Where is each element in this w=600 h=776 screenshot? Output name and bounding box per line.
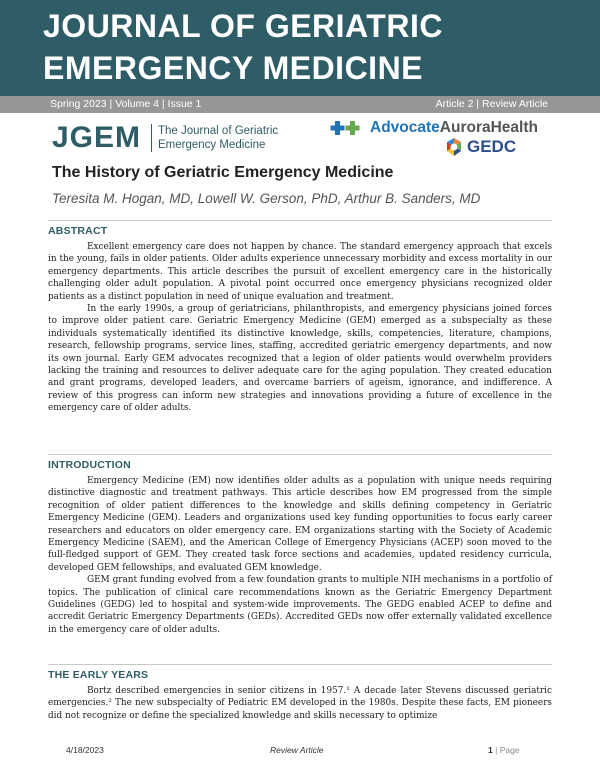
advocate-aurora-logo	[330, 119, 538, 137]
page-number: 1	[488, 745, 493, 755]
page-word: Page	[499, 745, 520, 755]
abstract-paragraph-1: Excellent emergency care does not happen by chance. The standard emergency approach that excels in the young, fails in older patients. Older adults experience unnecessary morbidity and excess mortality in our emergency departments. This article describes the pursuit of excellent emergency care in the historically challenging older adult population. A pivotal point occurred once emergency physicians recognized older patients as a distinct population in need of unique evaluation and treatment.	[48, 242, 552, 302]
jgem-logo: JGEM	[52, 121, 142, 154]
abstract-heading: ABSTRACT	[48, 225, 108, 237]
gedc-ring-icon	[444, 137, 464, 157]
advocate-cross-icon	[330, 120, 370, 136]
jgem-subtitle-line-1: The Journal of Geriatric	[158, 125, 279, 137]
early-years-body	[48, 685, 552, 722]
introduction-heading: INTRODUCTION	[48, 459, 131, 471]
introduction-body	[48, 475, 552, 636]
advocate-aurora-text	[370, 119, 538, 137]
early-paragraph-1: Bortz described emergencies in senior citizens in 1957.¹ A decade later Stevens discussed geriatric emergencies.² The new subspecialty of Pediatric EM developed in the 1980s. Despite these facts, EM pioneers did not recognize or define the specialized knowledge and skills necessary to optimize	[48, 686, 552, 721]
early-years-heading: THE EARLY YEARS	[48, 669, 149, 681]
article-authors: Teresita M. Hogan, MD, Lowell W. Gerson, PhD, Arthur B. Sanders, MD	[52, 191, 481, 206]
abstract-paragraph-2: In the early 1990s, a group of geriatricians, philanthropists, and emergency physicians joined forces to improve older patient care. Geriatric Emergency Medicine (GEM) emerged as a subspecialty as these individuals systematically identified its distinctive knowledge, skills, competencies, literature, champions, research, fellowship programs, service lines, staffing, accredited geriatric emergency departments, and now its own journal. Early GEM advocates recognized that a legion of older patients would overwhelm providers lacking the training and resources to deliver adequate care for the aging population. They created education and grant programs, developed leaders, and overcame barriers of ageism, ignorance, and indifference. A review of this progress can inform new strategies and innovations providing a future of excellence in the emergency care of older adults.	[48, 304, 552, 414]
banner-title-line-1: JOURNAL OF GERIATRIC	[43, 8, 443, 44]
footer-date: 4/18/2023	[66, 745, 104, 755]
gedc-logo	[444, 137, 516, 157]
issue-info: Spring 2023 | Volume 4 | Issue 1	[50, 98, 202, 110]
intro-paragraph-2: GEM grant funding evolved from a few foundation grants to multiple NIH mechanisms in a portfolio of topics. The publication of clinical care recommendations known as the Geriatric Emergency Department Guidelines (GEDG) led to hospital and system-wide improvements. The GEDG enabled ACEP to define and accredit Geriatric Emergency Departments (GEDs). Accredited GEDs now offer externally validated excellence in the emergency care of older adults.	[48, 575, 552, 635]
logo-divider	[151, 124, 152, 152]
abstract-body	[48, 241, 552, 415]
gedc-text: GEDC	[467, 137, 517, 156]
footer-article-type: Review Article	[270, 745, 324, 755]
jgem-subtitle-line-2: Emergency Medicine	[158, 139, 266, 151]
early-years-divider	[48, 664, 552, 665]
intro-paragraph-1: Emergency Medicine (EM) now identifies older adults as a population with unique needs requiring distinctive diagnostic and treatment pathways. This article describes how EM progressed from the simple recognition of older patient differences to the knowledge and skills defining competency in Geriatric Emergency Medicine (GEM). Leaders and organizations used key funding opportunities to focus early career researchers and educators on older emergency care. EM organizations starting with the Society of Academic Emergency Medicine (SAEM), and the American College of Emergency Physicians (ACEP) soon moved to the full-fledged support of GEM. They created task force sections and academies, updated residency curricula, developed GEM fellowships, and evaluated GEM knowledge.	[48, 476, 552, 573]
intro-divider	[48, 454, 552, 455]
banner-title-line-2: EMERGENCY MEDICINE	[43, 50, 424, 86]
article-title: The History of Geriatric Emergency Medicine	[52, 164, 394, 181]
abstract-divider	[48, 220, 552, 221]
journal-banner	[0, 0, 600, 96]
aurora-health-word: AuroraHealth	[439, 119, 538, 136]
jgem-logo-subtitle	[158, 124, 278, 152]
article-type: Article 2 | Review Article	[435, 98, 548, 110]
issue-bar	[0, 96, 600, 113]
advocate-word: Advocate	[370, 119, 440, 136]
footer-page: 1 | Page	[488, 745, 520, 755]
